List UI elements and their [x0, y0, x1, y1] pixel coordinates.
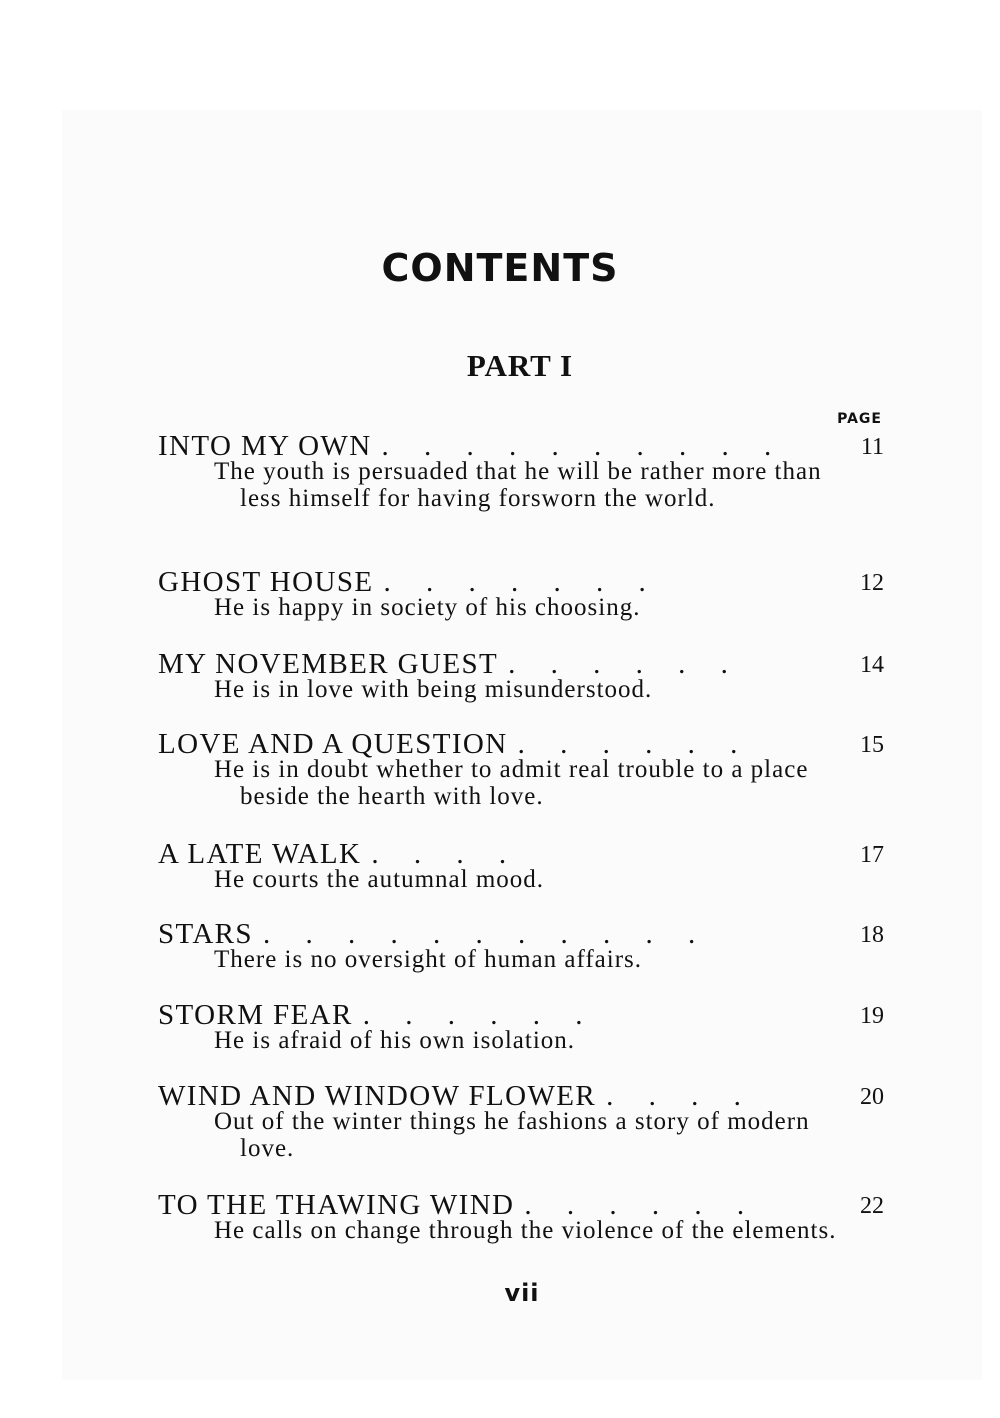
entry-title: INTO MY OWN [158, 430, 372, 462]
entry-title: GHOST HOUSE [158, 566, 374, 598]
entry-description: He is in love with being misunderstood. [214, 676, 653, 703]
entry-page-number: 12 [860, 570, 884, 596]
entry-description: Out of the winter things he fashions a story of modern love. [214, 1108, 810, 1162]
part-heading: PART I [466, 348, 574, 383]
page-folio: vii [504, 1279, 540, 1307]
entry-page-number: 18 [860, 922, 884, 948]
entry-line [158, 566, 884, 598]
entry-page-number: 11 [860, 434, 884, 460]
toc-entry-love-and-a-question[interactable] [158, 728, 884, 810]
toc-entry-to-the-thawing-wind[interactable] [158, 1189, 884, 1244]
toc-entry-stars[interactable] [158, 918, 884, 973]
entry-description: There is no oversight of human affairs. [214, 946, 643, 973]
entry-description: The youth is persuaded that he will be rather more than less himself for having forsworn the world. [214, 458, 822, 512]
entry-line [158, 838, 884, 870]
entry-line [158, 999, 884, 1031]
toc-entry-storm-fear[interactable] [158, 999, 884, 1054]
entry-page-number: 20 [860, 1084, 884, 1110]
entry-page-number: 17 [860, 842, 884, 868]
entry-title: LOVE AND A QUESTION [158, 728, 508, 760]
entry-description: He is in doubt whether to admit real trouble to a place beside the hearth with love. [214, 756, 809, 810]
dot-leader: . . . . . . [524, 1189, 759, 1221]
entry-page-number: 15 [860, 732, 884, 758]
dot-leader: . . . . . . . . . . [381, 430, 786, 462]
toc-entry-my-november-guest[interactable] [158, 648, 884, 703]
entry-line [158, 1080, 884, 1112]
dot-leader: . . . . . . [362, 999, 597, 1031]
entry-description: He courts the autumnal mood. [214, 866, 545, 893]
dot-leader: . . . . [371, 838, 521, 870]
entry-title: STORM FEAR [158, 999, 353, 1031]
dot-leader: . . . . . . . [383, 566, 660, 598]
entry-page-number: 22 [860, 1193, 884, 1219]
entry-line [158, 728, 884, 760]
toc-entry-ghost-house[interactable] [158, 566, 884, 621]
entry-line [158, 430, 884, 462]
dot-leader: . . . . . . . . . . . [262, 918, 710, 950]
entry-title: A LATE WALK [158, 838, 362, 870]
entry-title: WIND AND WINDOW FLOWER [158, 1080, 597, 1112]
entry-line [158, 1189, 884, 1221]
dot-leader: . . . . . . [517, 728, 752, 760]
toc-entry-wind-and-window-flower[interactable] [158, 1080, 884, 1162]
dot-leader: . . . . [606, 1080, 755, 1112]
entry-page-number: 14 [860, 652, 884, 678]
dot-leader: . . . . . . [508, 648, 742, 680]
entry-description: He is happy in society of his choosing. [214, 594, 641, 621]
entry-line [158, 648, 884, 680]
entry-description: He is afraid of his own isolation. [214, 1027, 576, 1054]
entry-title: STARS [158, 918, 253, 950]
toc-entry-into-my-own[interactable] [158, 430, 884, 512]
page-column-label: PAGE [837, 411, 882, 427]
entry-line [158, 918, 884, 950]
entry-description: He calls on change through the violence of the elements. [214, 1217, 837, 1244]
entry-title: TO THE THAWING WIND [158, 1189, 515, 1221]
entry-page-number: 19 [860, 1003, 884, 1029]
toc-entry-a-late-walk[interactable] [158, 838, 884, 893]
contents-heading: CONTENTS [381, 246, 619, 290]
entry-title: MY NOVEMBER GUEST [158, 648, 499, 680]
